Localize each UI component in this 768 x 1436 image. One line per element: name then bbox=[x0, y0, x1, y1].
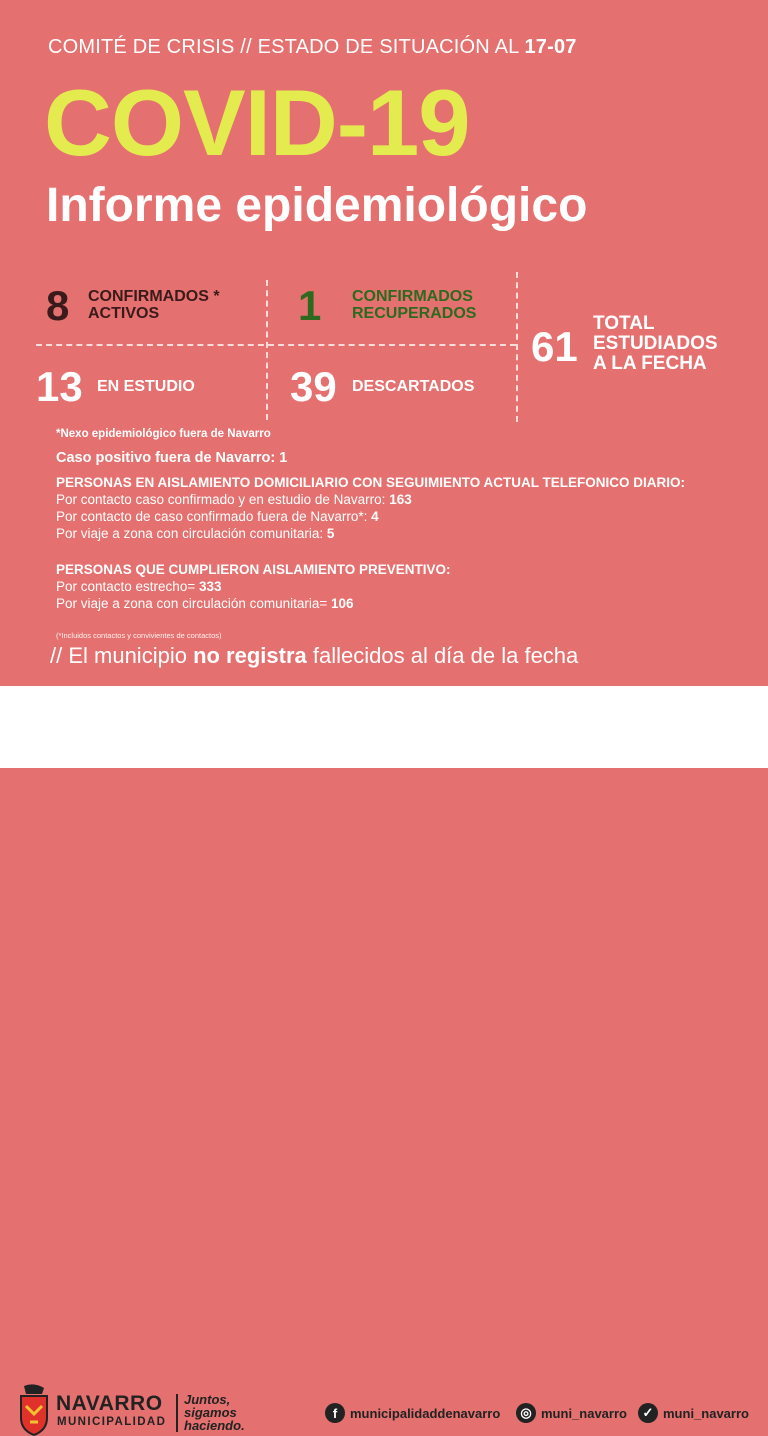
item-label: Por contacto caso confirmado y en estudio de Navarro: bbox=[56, 492, 390, 507]
slogan: Juntos, sigamos haciendo. bbox=[184, 1392, 245, 1433]
small-note: (*Incluidos contactos y convivientes de contactos) bbox=[56, 631, 222, 640]
divider-vertical-2 bbox=[516, 272, 518, 422]
brand-subtitle: MUNICIPALIDAD bbox=[57, 1416, 167, 1428]
completed-isolation-item bbox=[56, 595, 354, 612]
recovered-label: CONFIRMADOS RECUPERADOS bbox=[352, 288, 477, 322]
total-label: TOTAL ESTUDIADOS A LA FECHA bbox=[593, 313, 718, 374]
completed-isolation-heading: PERSONAS QUE CUMPLIERON AISLAMIENTO PREVENTIVO: bbox=[56, 562, 451, 577]
divider-vertical-1 bbox=[266, 280, 268, 420]
total-count: 61 bbox=[531, 323, 578, 370]
header-line bbox=[48, 36, 577, 59]
deaths-statement bbox=[50, 643, 578, 669]
instagram-link[interactable] bbox=[516, 1402, 627, 1424]
item-label: Por contacto de caso confirmado fuera de Navarro*: bbox=[56, 509, 372, 524]
under-study-label: EN ESTUDIO bbox=[97, 378, 195, 395]
outside-case-label: Caso positivo fuera de Navarro: bbox=[56, 450, 280, 466]
item-value: 163 bbox=[389, 492, 412, 507]
twitter-handle: muni_navarro bbox=[663, 1405, 749, 1421]
header-prefix: COMITÉ DE CRISIS // ESTADO DE SITUACIÓN AL bbox=[48, 36, 525, 58]
twitter-icon: ✓ bbox=[638, 1403, 658, 1423]
covid-title: COVID-19 bbox=[44, 70, 470, 175]
active-count: 8 bbox=[46, 282, 70, 329]
home-isolation-item bbox=[56, 508, 379, 525]
twitter-link[interactable] bbox=[638, 1402, 749, 1424]
home-isolation-heading: PERSONAS EN AISLAMIENTO DOMICILIARIO CON SEGUIMIENTO ACTUAL TELEFONICO DIARIO: bbox=[56, 475, 686, 490]
instagram-handle: muni_navarro bbox=[541, 1405, 627, 1421]
facebook-link[interactable] bbox=[325, 1402, 500, 1424]
discarded-count: 39 bbox=[290, 363, 337, 410]
brand-name: NAVARRO bbox=[56, 1392, 163, 1415]
epi-note: *Nexo epidemiológico fuera de Navarro bbox=[56, 428, 271, 440]
facebook-handle: municipalidaddenavarro bbox=[350, 1405, 501, 1421]
divider-horizontal bbox=[36, 344, 516, 346]
active-label: CONFIRMADOS * ACTIVOS bbox=[88, 288, 220, 322]
recovered-count: 1 bbox=[298, 282, 322, 329]
deaths-emphasis: no registra bbox=[193, 643, 307, 668]
report-title: Informe epidemiológico bbox=[46, 179, 588, 232]
under-study-count: 13 bbox=[36, 363, 83, 410]
deaths-prefix: // El municipio bbox=[50, 643, 194, 668]
item-label: Por viaje a zona con circulación comunitaria= bbox=[56, 596, 332, 611]
navarro-shield-logo bbox=[18, 1384, 50, 1436]
discarded-label: DESCARTADOS bbox=[352, 378, 475, 395]
instagram-icon: ◎ bbox=[516, 1403, 536, 1423]
item-label: Por viaje a zona con circulación comunitaria: bbox=[56, 526, 327, 541]
home-isolation-item bbox=[56, 491, 412, 508]
header-date: 17-07 bbox=[524, 36, 577, 58]
brand-separator bbox=[176, 1394, 178, 1432]
item-value: 4 bbox=[371, 509, 379, 524]
outside-case bbox=[56, 450, 287, 467]
footer bbox=[0, 686, 768, 1433]
report-panel bbox=[0, 0, 768, 686]
item-label: Por contacto estrecho= bbox=[56, 579, 199, 594]
home-isolation-item bbox=[56, 525, 334, 542]
item-value: 333 bbox=[198, 579, 222, 594]
outside-case-value: 1 bbox=[279, 450, 288, 466]
completed-isolation-item bbox=[56, 578, 222, 595]
item-value: 5 bbox=[326, 526, 335, 541]
item-value: 106 bbox=[331, 596, 354, 611]
facebook-icon: f bbox=[325, 1403, 345, 1423]
deaths-suffix: fallecidos al día de la fecha bbox=[306, 643, 579, 668]
